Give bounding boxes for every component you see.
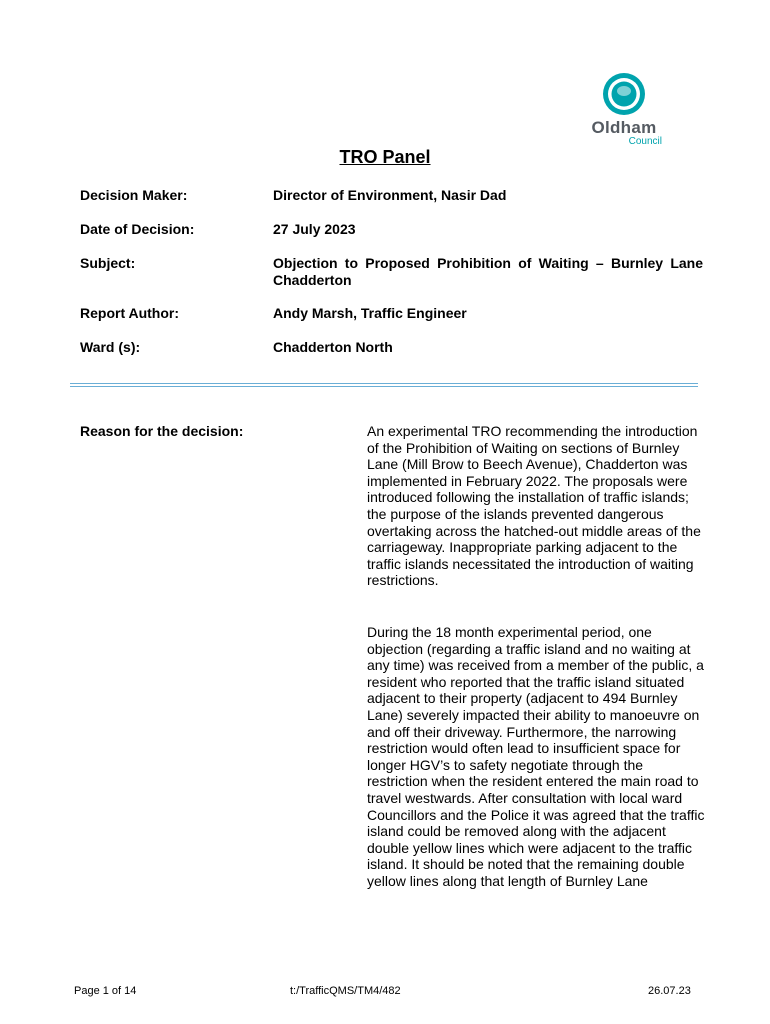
ward-value: Chadderton North: [273, 339, 393, 355]
footer-page-number: Page 1 of 14: [74, 985, 137, 997]
logo-emblem-icon: [596, 72, 652, 120]
page-title: TRO Panel: [339, 147, 431, 167]
decision-maker-value: Director of Environment, Nasir Dad: [273, 187, 507, 203]
footer-date: 26.07.23: [648, 985, 691, 997]
date-of-decision-value: 27 July 2023: [273, 221, 356, 237]
report-author-value: Andy Marsh, Traffic Engineer: [273, 305, 467, 321]
subject-label: Subject:: [80, 255, 136, 271]
logo-name: Oldham: [591, 118, 657, 137]
report-author-label: Report Author:: [80, 305, 180, 321]
divider-line-top: [70, 383, 698, 384]
oldham-council-logo: [586, 72, 662, 152]
reason-label: Reason for the decision:: [80, 423, 244, 439]
reason-paragraph-2: During the 18 month experimental period, one objection (regarding a traffic island and no waiting at any time) was received from a member of the public, a resident who reported that the traffic island situated adjacent to their property (adjacent to 494 Burnley Lane) severely impacted their ability to manoeuvre on and off their driveway. Furthermore, the narrowing restriction would often lead to insufficient space for longer HGV’s to safety negotiate through the restriction when the resident entered the main road to travel westwards. After consultation with local ward Councillors and the Police it was agreed that the traffic island could be removed along with the adjacent double yellow lines which were adjacent to the traffic island. It should be noted that the remaining double yellow lines along that length of Burnley Lane: [367, 624, 705, 889]
date-of-decision-label: Date of Decision:: [80, 221, 195, 237]
logo-subtitle: Council: [628, 136, 662, 147]
reason-paragraph-1: An experimental TRO recommending the introduction of the Prohibition of Waiting on sections of Burnley Lane (Mill Brow to Beech Avenue), Chadderton was implemented in February 2022. The proposals were introduced following the installation of traffic islands; the purpose of the islands prevented dangerous overtaking across the hatched-out middle areas of the carriageway. Inappropriate parking adjacent to the traffic islands necessitated the introduction of waiting restrictions.: [367, 423, 701, 589]
divider-line-bottom: [70, 386, 698, 387]
ward-label: Ward (s):: [80, 339, 141, 355]
decision-maker-label: Decision Maker:: [80, 187, 188, 203]
footer-reference: t:/TrafficQMS/TM4/482: [290, 985, 401, 997]
subject-value: Objection to Proposed Prohibition of Waiting – Burnley Lane Chadderton: [273, 255, 703, 288]
